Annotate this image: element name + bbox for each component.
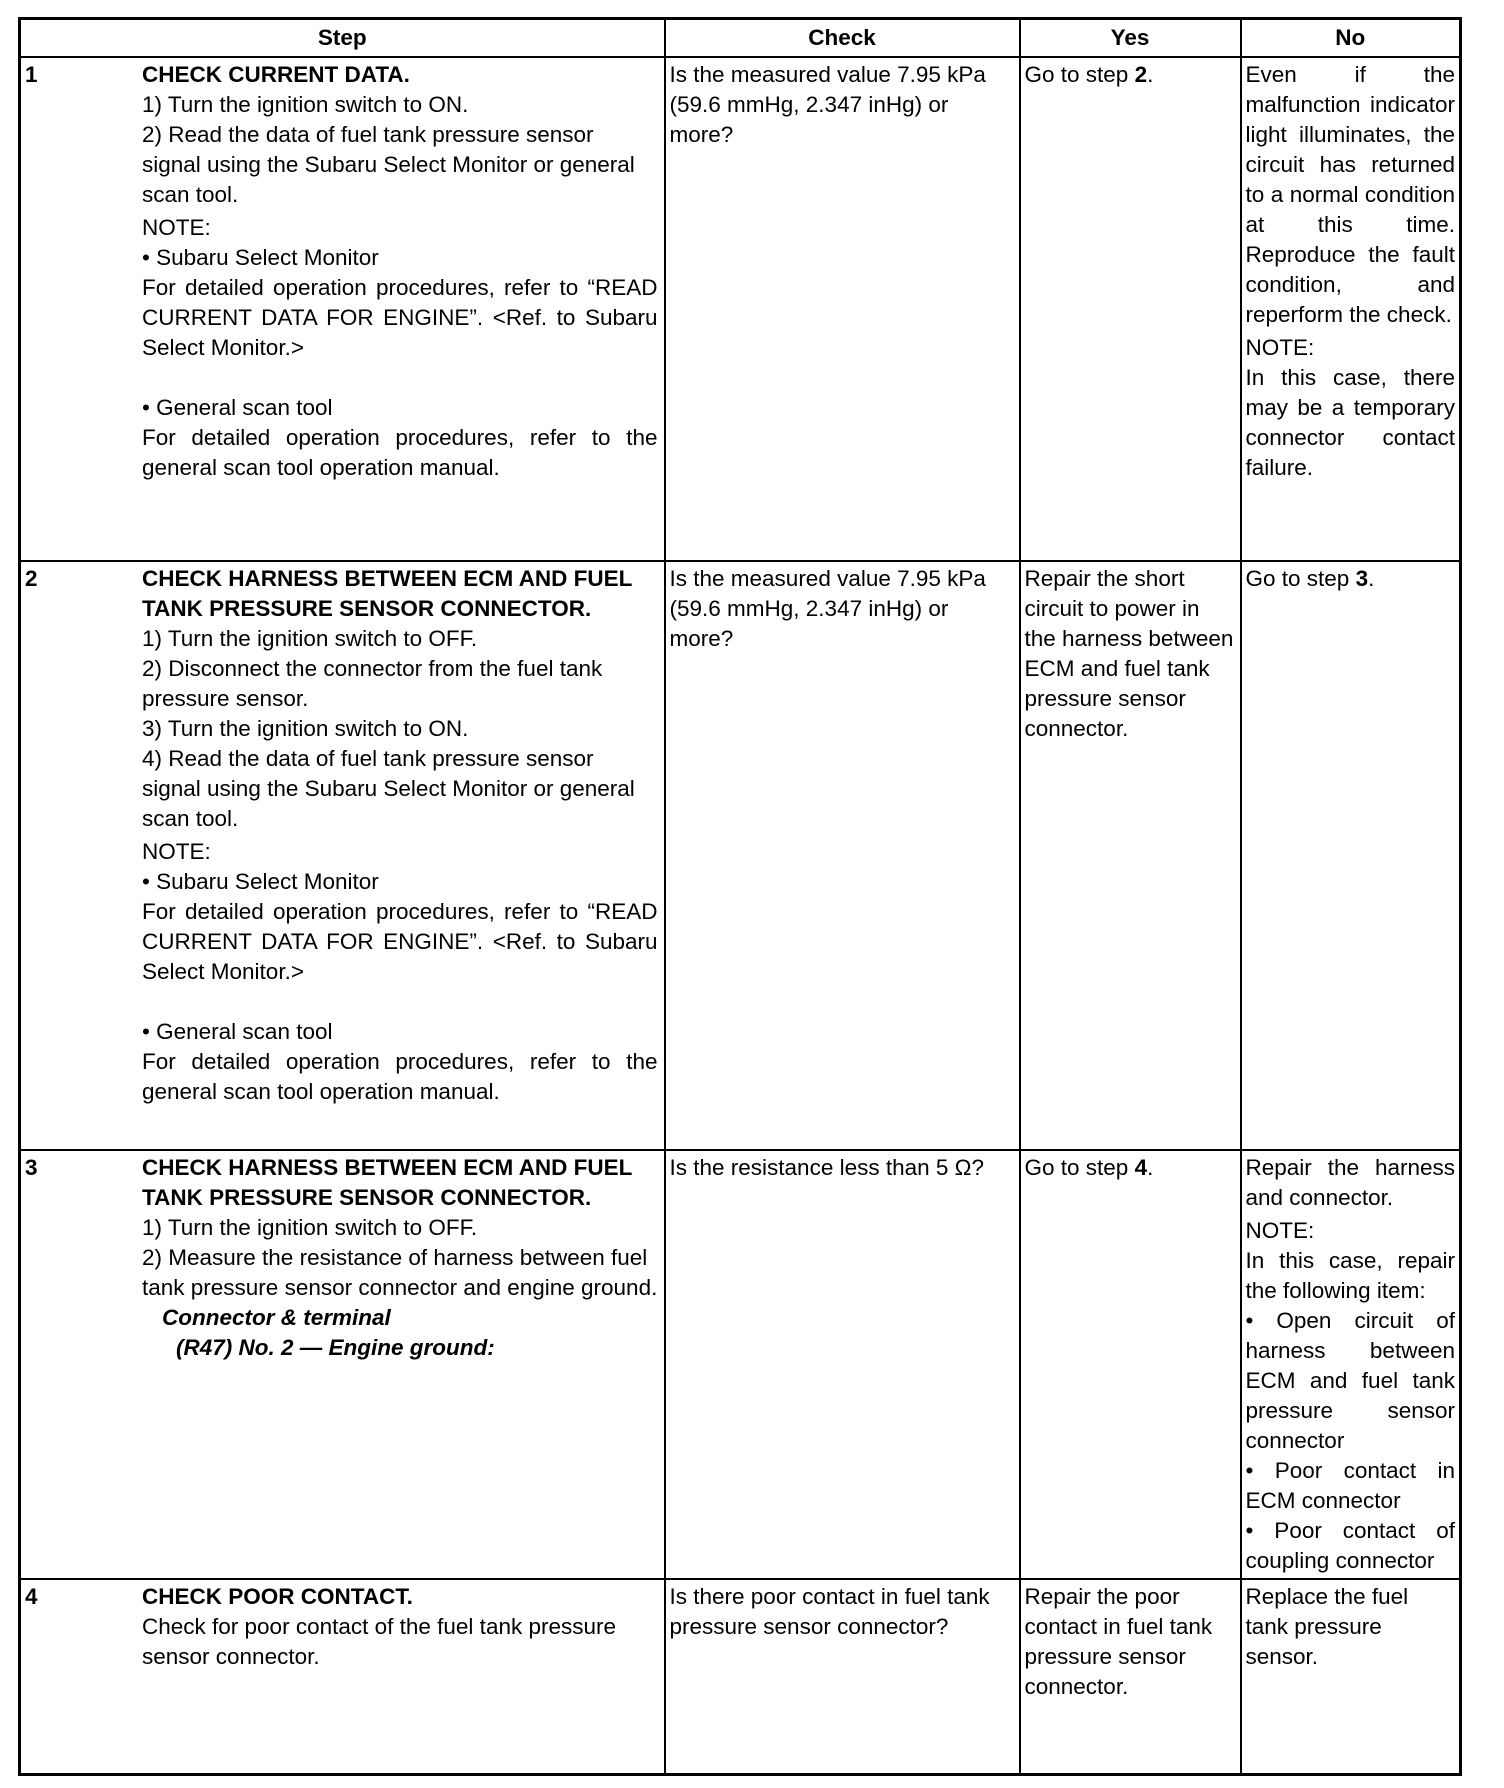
note-bullet: • General scan tool bbox=[142, 1019, 333, 1044]
yes-step-number: 2 bbox=[1134, 62, 1148, 87]
yes-text: Go to step bbox=[1024, 1155, 1135, 1180]
no-note-label: NOTE: bbox=[1245, 1218, 1315, 1243]
header-row bbox=[20, 19, 1461, 58]
no-cell bbox=[1241, 1150, 1461, 1579]
header-check: Check bbox=[665, 19, 1020, 58]
step-instruction: 2) Read the data of fuel tank pressure sensor signal using the Subaru Select Monitor or general scan tool. bbox=[142, 122, 635, 207]
step-number: 3 bbox=[25, 1155, 38, 1180]
connector-terminal: (R47) No. 2 — Engine ground: bbox=[176, 1335, 495, 1360]
table-row bbox=[20, 57, 1461, 561]
note-bullet: • General scan tool bbox=[142, 395, 333, 420]
step-number: 4 bbox=[25, 1584, 38, 1609]
step-title: CHECK HARNESS BETWEEN ECM AND FUEL TANK PRESSURE SENSOR CONNECTOR. bbox=[142, 566, 633, 621]
step-instruction: 1) Turn the ignition switch to OFF. bbox=[142, 1215, 478, 1240]
yes-cell: Repair the poor contact in fuel tank pressure sensor connector. bbox=[1020, 1579, 1241, 1775]
check-cell: Is the measured value 7.95 kPa (59.6 mmHg, 2.347 inHg) or more? bbox=[665, 561, 1020, 1150]
no-note-label: NOTE: bbox=[1245, 335, 1315, 360]
note-reference: For detailed operation procedures, refer to “READ CURRENT DATA FOR ENGINE”. <Ref. to Subaru Select Monitor.> bbox=[142, 899, 658, 984]
no-cell: Replace the fuel tank pressure sensor. bbox=[1241, 1579, 1461, 1775]
table-row bbox=[20, 1579, 1461, 1775]
step-title: CHECK HARNESS BETWEEN ECM AND FUEL TANK PRESSURE SENSOR CONNECTOR. bbox=[142, 1155, 633, 1210]
note-reference: For detailed operation procedures, refer to “READ CURRENT DATA FOR ENGINE”. <Ref. to Subaru Select Monitor.> bbox=[142, 275, 658, 360]
check-cell: Is the resistance less than 5 Ω? bbox=[665, 1150, 1020, 1579]
no-text: Repair the harness and connector. bbox=[1245, 1155, 1455, 1210]
yes-cell: Repair the short circuit to power in the harness between ECM and fuel tank pressure sensor connector. bbox=[1020, 561, 1241, 1150]
diagnostic-page bbox=[18, 17, 1462, 1776]
step-instruction: Check for poor contact of the fuel tank pressure sensor connector. bbox=[142, 1614, 617, 1669]
no-text-end: . bbox=[1368, 566, 1375, 591]
no-cell bbox=[1241, 57, 1461, 561]
note-label: NOTE: bbox=[142, 839, 211, 864]
no-bullet: • Open circuit of harness between ECM and fuel tank pressure sensor connector bbox=[1245, 1308, 1455, 1453]
check-cell: Is there poor contact in fuel tank pressure sensor connector? bbox=[665, 1579, 1020, 1775]
check-cell: Is the measured value 7.95 kPa (59.6 mmHg, 2.347 inHg) or more? bbox=[665, 57, 1020, 561]
yes-step-number: 4 bbox=[1134, 1155, 1148, 1180]
no-text: Go to step bbox=[1245, 566, 1356, 591]
step-instruction: 1) Turn the ignition switch to ON. bbox=[142, 92, 469, 117]
no-note-text: In this case, repair the following item: bbox=[1245, 1248, 1455, 1303]
step-title: CHECK CURRENT DATA. bbox=[142, 62, 410, 87]
note-reference: For detailed operation procedures, refer to the general scan tool operation manual. bbox=[142, 1049, 658, 1104]
no-step-number: 3 bbox=[1355, 566, 1369, 591]
no-bullet: • Poor contact of coupling connector bbox=[1245, 1518, 1455, 1573]
step-number: 2 bbox=[25, 566, 38, 591]
step-cell bbox=[20, 1150, 665, 1579]
yes-text-end: . bbox=[1147, 62, 1154, 87]
yes-cell bbox=[1020, 57, 1241, 561]
step-cell bbox=[20, 57, 665, 561]
table-row bbox=[20, 1150, 1461, 1579]
no-text: Even if the malfunction indicator light illuminates, the circuit has returned to a normal condition at this time. Reproduce the fault condition, and reperform the check. bbox=[1245, 62, 1455, 327]
step-number: 1 bbox=[25, 62, 38, 87]
table-row bbox=[20, 561, 1461, 1150]
diagnostic-table bbox=[18, 17, 1462, 1776]
step-cell bbox=[20, 1579, 665, 1775]
connector-label: Connector & terminal bbox=[162, 1305, 391, 1330]
step-instruction: 2) Disconnect the connector from the fuel tank pressure sensor. bbox=[142, 656, 603, 711]
no-cell bbox=[1241, 561, 1461, 1150]
note-bullet: • Subaru Select Monitor bbox=[142, 869, 379, 894]
yes-text-end: . bbox=[1147, 1155, 1154, 1180]
note-reference: For detailed operation procedures, refer to the general scan tool operation manual. bbox=[142, 425, 658, 480]
note-bullet: • Subaru Select Monitor bbox=[142, 245, 379, 270]
step-instruction: 1) Turn the ignition switch to OFF. bbox=[142, 626, 478, 651]
step-instruction: 2) Measure the resistance of harness between fuel tank pressure sensor connector and engine ground. bbox=[142, 1245, 658, 1300]
no-bullet: • Poor contact in ECM connector bbox=[1245, 1458, 1455, 1513]
no-note-text: In this case, there may be a temporary connector contact failure. bbox=[1245, 365, 1455, 480]
header-no: No bbox=[1241, 19, 1461, 58]
step-cell bbox=[20, 561, 665, 1150]
yes-cell bbox=[1020, 1150, 1241, 1579]
yes-text: Go to step bbox=[1024, 62, 1135, 87]
note-label: NOTE: bbox=[142, 215, 211, 240]
step-instruction: 3) Turn the ignition switch to ON. bbox=[142, 716, 469, 741]
header-step: Step bbox=[20, 19, 665, 58]
step-instruction: 4) Read the data of fuel tank pressure sensor signal using the Subaru Select Monitor or general scan tool. bbox=[142, 746, 635, 831]
step-title: CHECK POOR CONTACT. bbox=[142, 1584, 413, 1609]
header-yes: Yes bbox=[1020, 19, 1241, 58]
